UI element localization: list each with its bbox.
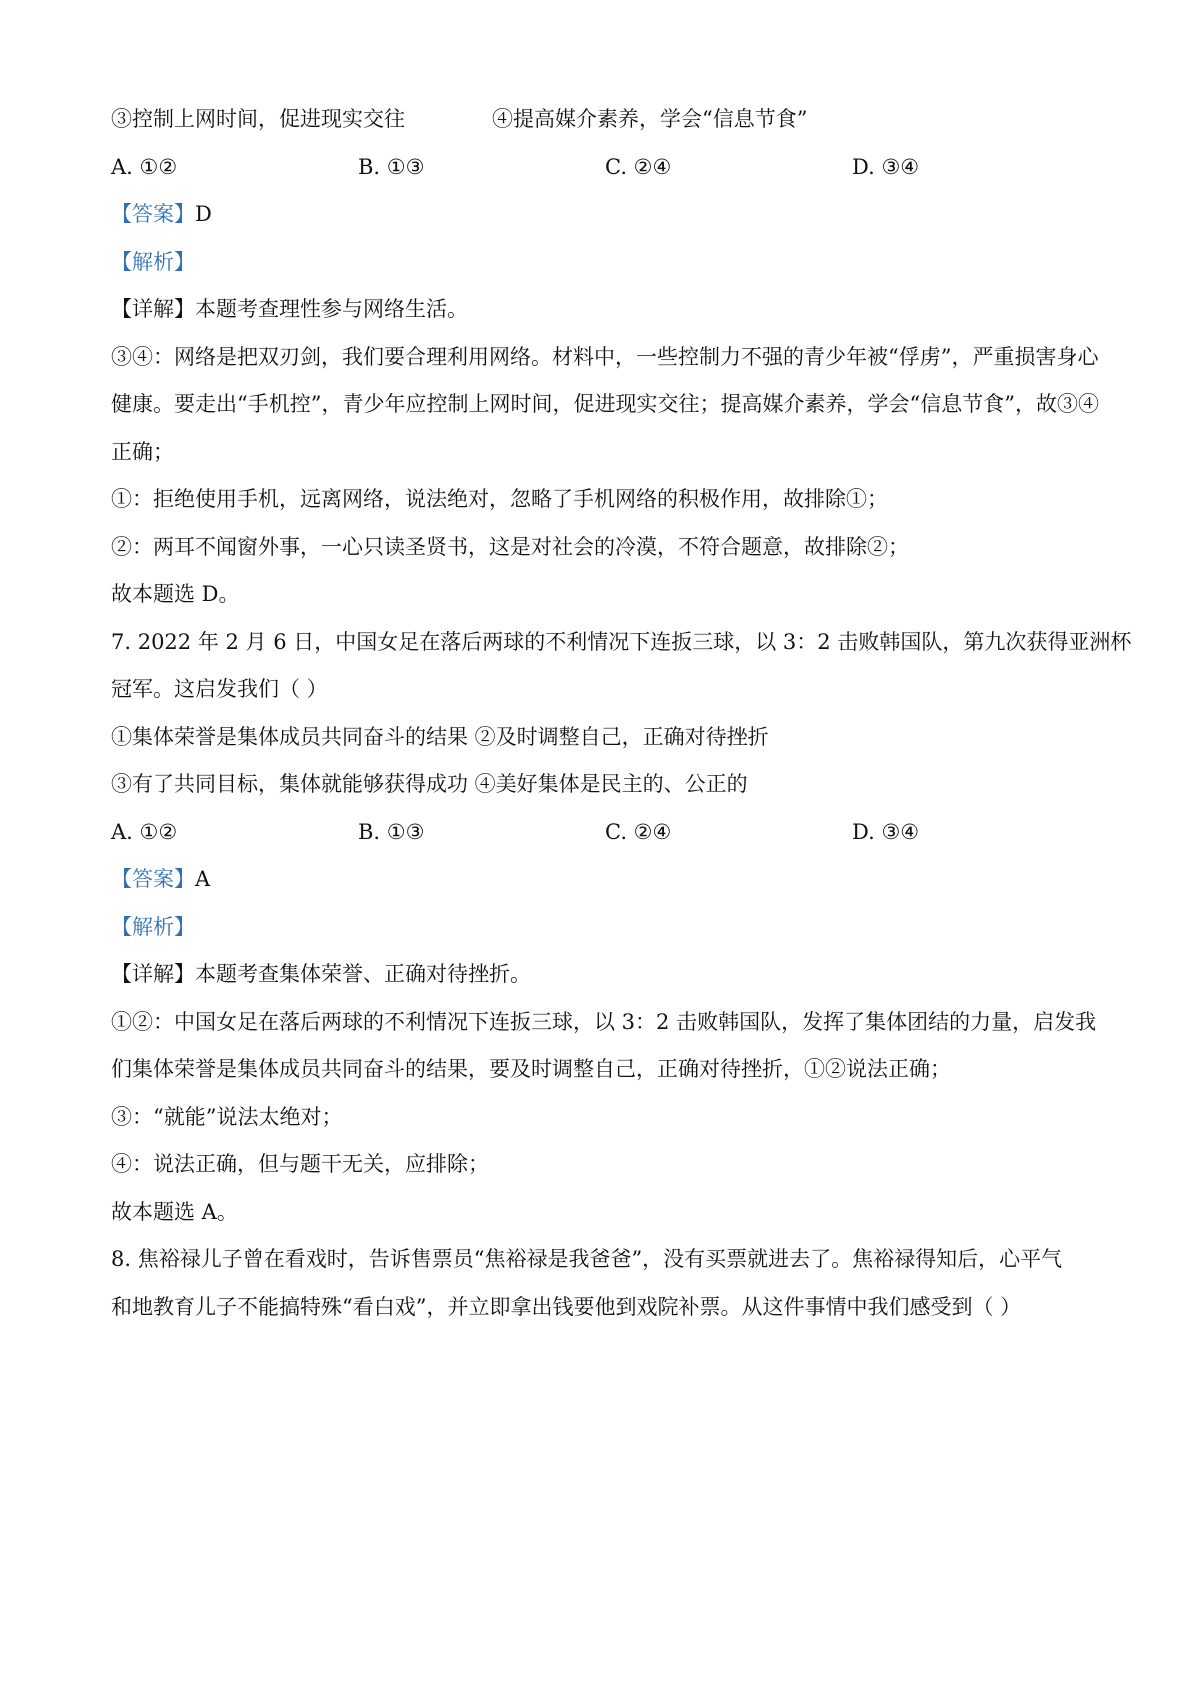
q6-detail: [111, 286, 1101, 334]
q7-choice-c: C. ②④: [605, 819, 672, 844]
q8-stem-2: 和地教育儿子不能搞特殊“看白戏”，并立即拿出钱要他到戏院补票。从这件事情中我们感受到（ ）: [111, 1294, 1022, 1319]
q6-line-4: ①：拒绝使用手机，远离网络，说法绝对，忽略了手机网络的积极作用，故排除①；: [111, 487, 888, 511]
q7-choice-b: B. ①③: [358, 819, 425, 844]
q6-line-2: 健康。要走出“手机控”，青少年应控制上网时间，促进现实交往；提高媒介素养，学会“信息节食”，故③④: [111, 392, 1099, 416]
q7-statement-2: ③有了共同目标，集体就能够获得成功 ④美好集体是民主的、公正的: [111, 772, 748, 796]
q7-choice-d: D. ③④: [852, 819, 920, 844]
detail-label: 【详解】: [111, 297, 195, 321]
q6-choice-b: B. ①③: [358, 154, 425, 179]
q8-stem-1: 8. 焦裕禄儿子曾在看戏时，告诉售票员“焦裕禄是我爸爸”，没有买票就进去了。焦裕禄得知后，心平气: [111, 1247, 1063, 1271]
detail-text: 本题考查集体荣誉、正确对待挫折。: [195, 962, 531, 986]
q7-answer: [111, 856, 1101, 904]
q6-option-4: ④提高媒介素养，学会“信息节食”: [492, 107, 808, 131]
answer-label: 【答案】: [111, 202, 195, 226]
q6-choice-a: A. ①②: [111, 154, 178, 179]
q6-choice-d: D. ③④: [852, 154, 920, 179]
q7-statement-1: ①集体荣誉是集体成员共同奋斗的结果 ②及时调整自己，正确对待挫折: [111, 724, 769, 749]
answer-value: A: [195, 867, 211, 891]
q6-answer: [111, 191, 1101, 239]
q6-option-3: ③控制上网时间，促进现实交往: [111, 107, 405, 131]
page-content: [111, 96, 1132, 1331]
q7-choices: [111, 809, 1101, 857]
q7-analysis: [111, 904, 1101, 952]
q7-detail: [111, 951, 1101, 999]
q6-option-row: [111, 96, 1101, 144]
q7-stem-1: 7. 2022 年 2 月 6 日，中国女足在落后两球的不利情况下连扳三球，以 3：2 击败韩国队，第九次获得亚洲杯: [111, 629, 1132, 654]
q7-choice-a: A. ①②: [111, 819, 178, 844]
q7-line-3: ③：“就能”说法太绝对；: [111, 1104, 343, 1129]
answer-value: D: [195, 202, 212, 226]
detail-text: 本题考查理性参与网络生活。: [195, 297, 468, 321]
q7-stem-2: 冠军。这启发我们（ ）: [111, 677, 328, 701]
q7-line-5: 故本题选 A。: [111, 1199, 238, 1224]
q6-line-3: 正确；: [111, 439, 174, 464]
q7-line-2: 们集体荣誉是集体成员共同奋斗的结果，要及时调整自己，正确对待挫折，①②说法正确；: [111, 1057, 951, 1081]
q6-line-6: 故本题选 D。: [111, 582, 240, 606]
q6-analysis: [111, 239, 1101, 287]
analysis-label: 【解析】: [111, 914, 195, 939]
q7-line-4: ④：说法正确，但与题干无关，应排除；: [111, 1152, 489, 1176]
detail-label: 【详解】: [111, 962, 195, 986]
answer-label: 【答案】: [111, 867, 195, 891]
q6-choices: [111, 144, 1101, 192]
analysis-label: 【解析】: [111, 249, 195, 274]
q6-choice-c: C. ②④: [605, 154, 672, 179]
q7-line-1: ①②：中国女足在落后两球的不利情况下连扳三球，以 3：2 击败韩国队，发挥了集体团结的力量，启发我: [111, 1009, 1097, 1034]
q6-line-1: ③④：网络是把双刃剑，我们要合理利用网络。材料中，一些控制力不强的青少年被“俘虏”，严重损害身心: [111, 344, 1099, 369]
q6-line-5: ②：两耳不闻窗外事，一心只读圣贤书，这是对社会的冷漠，不符合题意，故排除②；: [111, 534, 909, 559]
